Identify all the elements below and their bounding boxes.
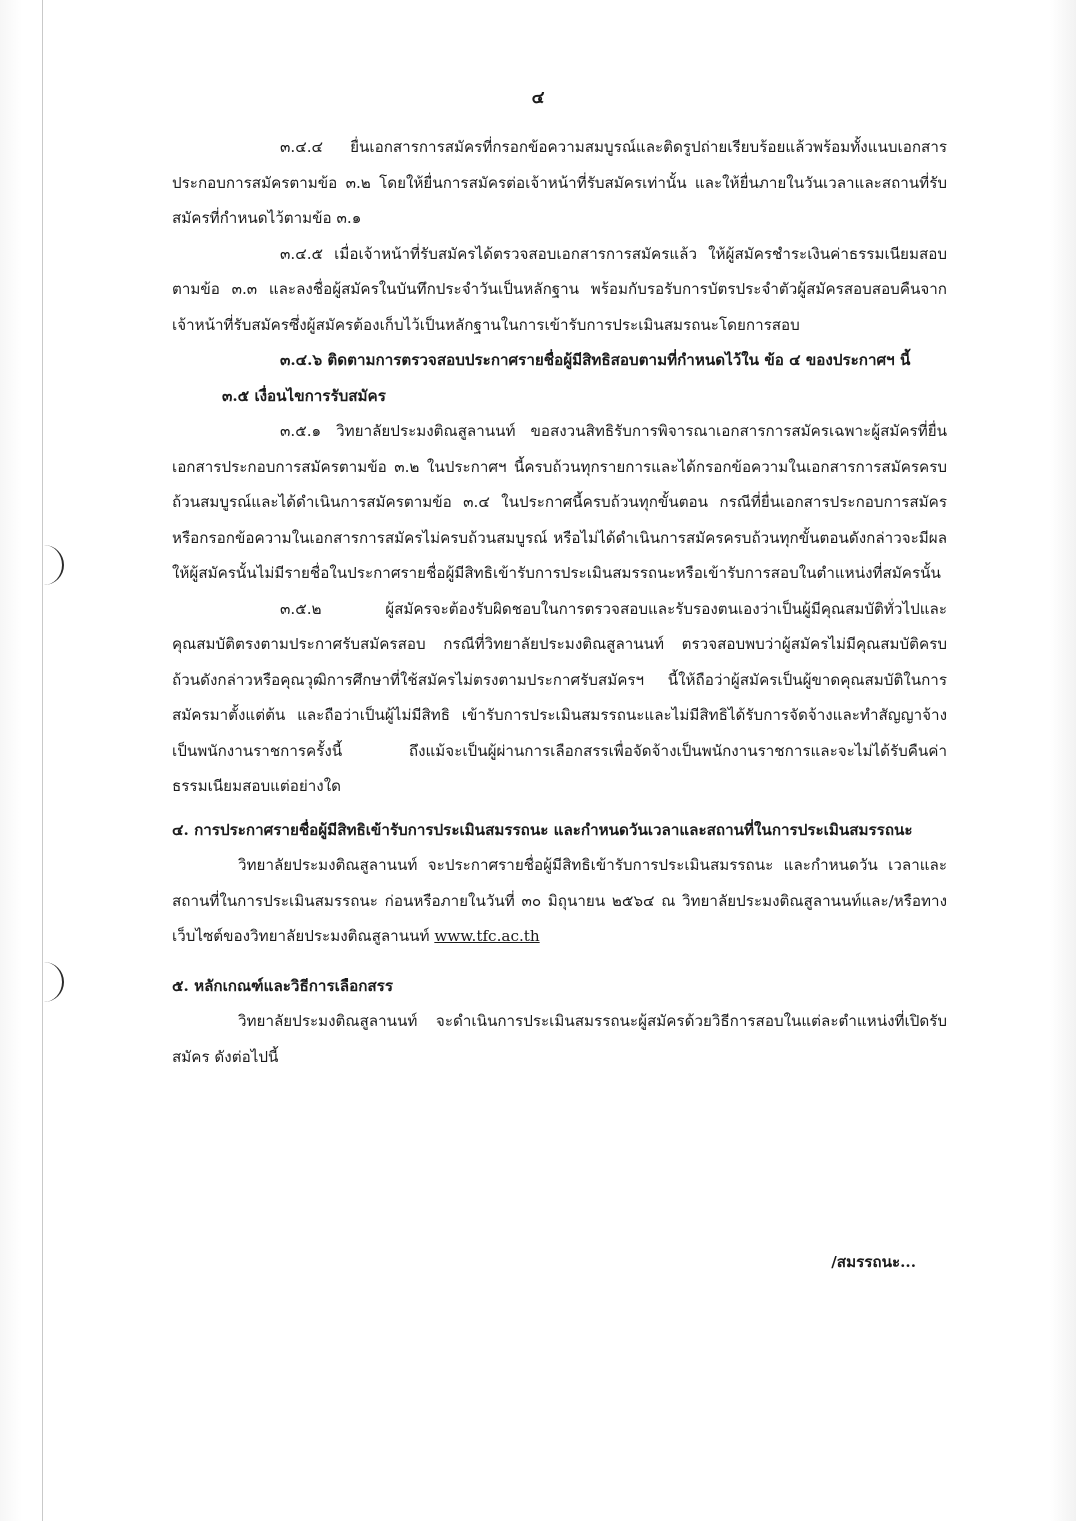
heading-3-5: ๓.๕ เงื่อนไขการรับสมัคร — [222, 386, 386, 405]
paragraph-3-5-1: ๓.๕.๑ วิทยาลัยประมงติณสูลานนท์ ขอสงวนสิทธิรับการพิจารณาเอกสารการสมัครเฉพาะผู้สมัครที่ยื่นเอกสารประกอบการสมัครตามข้อ ๓.๒ ในประกาศฯ นี้ครบถ้วนทุกรายการและได้กรอกข้อความในเอกสารการสมัครครบถ้วนสมบูรณ์และได้ดำเนินการสมัครตามข้อ ๓.๔ ในประกาศนี้ครบถ้วนทุกขั้นตอน กรณีที่ยื่นเอกสารประกอบการสมัคร หรือกรอกข้อความในเอกสารการสมัครไม่ครบถ้วนสมบูรณ์ หรือไม่ได้ดำเนินการสมัครครบถ้วนทุกขั้นตอนดังกล่าวจะมีผลให้ผู้สมัครนั้นไม่มีรายชื่อในประกาศรายชื่อผู้มีสิทธิเข้ารับการประเมินสมรรถนะหรือเข้ารับการสอบในตำแหน่งที่สมัครนั้น — [172, 422, 947, 582]
spacer — [172, 955, 947, 969]
page-edge-line — [42, 0, 43, 1521]
paragraph-3-5-2: ๓.๕.๒ ผู้สมัครจะต้องรับผิดชอบในการตรวจสอบและรับรองตนเองว่าเป็นผู้มีคุณสมบัติทั่วไปและคุณสมบัติตรงตามประกาศรับสมัครสอบ กรณีที่วิทยาลัยประมงติณสูลานนท์ ตรวจสอบพบว่าผู้สมัครไม่มีคุณสมบัติครบถ้วนดังกล่าวหรือคุณวุฒิการศึกษาที่ใช้สมัครไม่ตรงตามประกาศรับสมัครฯ นี้ให้ถือว่าผู้สมัครเป็นผู้ขาดคุณสมบัติในการสมัครมาตั้งแต่ต้น และถือว่าเป็นผู้ไม่มีสิทธิ เข้ารับการประเมินสมรรถนะและไม่มีสิทธิได้รับการจัดจ้างและทำสัญญาจ้างเป็นพนักงานราชการครั้งนี้ ถึงแม้จะเป็นผู้ผ่านการเลือกสรรเพื่อจัดจ้างเป็นพนักงานราชการและจะไม่ได้รับคืนค่าธรรมเนียมสอบแต่อย่างใด — [172, 599, 947, 795]
continuation-note: /สมรรถนะ... — [831, 1253, 916, 1271]
paragraph-4 — [172, 848, 947, 955]
heading-4: ๔. การประกาศรายชื่อผู้มีสิทธิเข้ารับการประเมินสมรรถนะ และกำหนดวันเวลาและสถานที่ในการประเมินสมรรถนะ — [172, 820, 913, 839]
binder-hole-mark — [36, 545, 64, 585]
heading-5: ๕. หลักเกณฑ์และวิธีการเลือกสรร — [172, 976, 393, 995]
spacer — [172, 805, 947, 813]
paragraph-5: วิทยาลัยประมงติณสูลานนท์ จะดำเนินการประเมินสมรรถนะผู้สมัครด้วยวิธีการสอบในแต่ละตำแหน่งที่เปิดรับสมัคร ดังต่อไปนี้ — [172, 1012, 947, 1066]
page-number: ๔ — [531, 88, 545, 108]
document-body — [172, 130, 947, 1075]
paragraph-3-4-4: ๓.๔.๔ ยื่นเอกสารการสมัครที่กรอกข้อความสมบูรณ์และติดรูปถ่ายเรียบร้อยแล้วพร้อมทั้งแนบเอกสารประกอบการสมัครตามข้อ ๓.๒ โดยให้ยื่นการสมัครต่อเจ้าหน้าที่รับสมัครเท่านั้น และให้ยื่นภายในวันเวลาและสถานที่รับสมัครที่กำหนดไว้ตามข้อ ๓.๑ — [172, 138, 947, 227]
paragraph-3-4-6: ๓.๔.๖ ติดตามการตรวจสอบประกาศรายชื่อผู้มีสิทธิสอบตามที่กำหนดไว้ใน ข้อ ๔ ของประกาศฯ นี้ — [280, 351, 911, 369]
binder-hole-mark — [36, 962, 64, 1002]
paragraph-3-4-5: ๓.๔.๕ เมื่อเจ้าหน้าที่รับสมัครได้ตรวจสอบเอกสารการสมัครแล้ว ให้ผู้สมัครชำระเงินค่าธรรมเนียมสอบตามข้อ ๓.๓ และลงชื่อผู้สมัครในบันทึกประจำวันเป็นหลักฐาน พร้อมกับรอรับการบัตรประจำตัวผู้สมัครสอบสอบคืนจากเจ้าหน้าที่รับสมัครซึ่งผู้สมัครต้องเก็บไว้เป็นหลักฐานในการเข้ารับการประเมินสมรถนะโดยการสอบ — [172, 244, 947, 334]
paragraph-4-text: วิทยาลัยประมงติณสูลานนท์ จะประกาศรายชื่อผู้มีสิทธิเข้ารับการประเมินสมรรถนะ และกำหนดวัน เวลาและสถานที่ในการประเมินสมรรถนะ ก่อนหรือภายในวันที่ ๓๐ มิถุนายน ๒๕๖๔ ณ วิทยาลัยประมงติณสูลานนท์และ/หรือทางเว็บไซต์ของวิทยาลัยประมงติณสูลานนท์ — [172, 856, 947, 945]
website-link[interactable]: www.tfc.ac.th — [434, 927, 540, 945]
